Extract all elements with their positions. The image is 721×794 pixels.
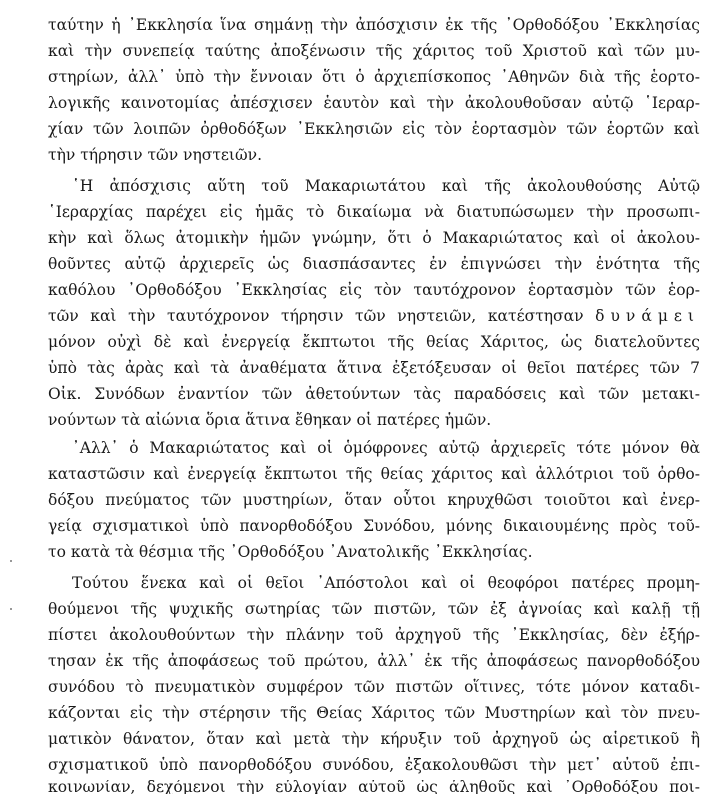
text-line: ᾽Αλλ᾽ ὁ Μακαριώτατος καὶ οἱ ὁμόφρονες αὐτῷ ἀρχιερεῖς τότε μόνον θὰ: [72, 439, 700, 457]
text-line: χίαν τῶν λοιπῶν ὀρθοδόξων ᾽Εκκλησιῶν εἰς τὸν ἑορτασμὸν τῶν ἑορτῶν καὶ: [48, 120, 700, 138]
text-line: λογικῆς καινοτομίας ἀπέσχισεν ἑαυτὸν καὶ τὴν ἀκολουθοῦσαν αὐτῷ ῾Ιεραρ-: [48, 94, 700, 112]
text-line: ὑπὸ τὰς ἀρὰς καὶ τὰ ἀναθέματα ἅτινα ἐξετόξευσαν οἱ θεῖοι πατέρες τῶν 7: [48, 359, 700, 377]
text-line: δόξου πνεύματος τῶν μυστηρίων, ὅταν οὗτοι κηρυχθῶσι τοιοῦτοι καὶ ἐνερ-: [48, 491, 700, 509]
text-line: νούντων τὰ αἰώνια ὅρια ἅτινα ἔθηκαν οἱ πατέρες ἡμῶν.: [48, 411, 492, 429]
scan-speck: [10, 608, 12, 610]
text-line: στηρίων, ἀλλ᾽ ὑπὸ τὴν ἔννοιαν ὅτι ὁ ἀρχιεπίσκοπος ᾽Αθηνῶν διὰ τῆς ἑορτο-: [48, 68, 700, 86]
text-line: θοῦντες αὐτῷ ἀρχιερεῖς ὡς διασπάσαντες ἐν ἐπιγνώσει τὴν ἑνότητα τῆς: [48, 255, 700, 273]
text-line: καὶ τὴν συνεπείᾳ ταύτης ἀποξένωσιν τῆς χάριτος τοῦ Χριστοῦ καὶ τῶν μυ-: [48, 42, 700, 60]
text-line: ταύτην ἡ ᾽Εκκλησία ἵνα σημάνῃ τὴν ἀπόσχισιν ἐκ τῆς ᾽Ορθοδόξου ᾽Εκκλησίας: [48, 16, 700, 34]
text-line: πίστει ἀκολουθούντων τὴν πλάνην τοῦ ἀρχηγοῦ τῆς ᾽Εκκλησίας, δὲν ἐξήρ-: [48, 626, 700, 644]
text-line: σχισματικοῦ ὑπὸ πανορθοδόξου συνόδου, ἐξακολουθῶσι τὴν μετ᾽ αὐτοῦ ἐπι-: [48, 756, 700, 774]
text-line: [48, 305, 700, 327]
text-line: Τούτου ἕνεκα καὶ οἱ θεῖοι ᾽Απόστολοι καὶ οἱ θεοφόροι πατέρες προμη-: [72, 574, 700, 592]
text-line: συνόδου τὸ πνευματικὸν συμφέρον τῶν πιστῶν οἵτινες, τότε μόνον καταδι-: [48, 678, 700, 696]
text-line: το κατὰ τὰ θέσμια τῆς ᾽Ορθοδόξου ᾽Ανατολικῆς ᾽Εκκλησίας.: [48, 543, 533, 561]
scan-speck: [10, 560, 12, 562]
text-line-segment: τῶν καὶ τὴν ταυτόχρονον τήρησιν τῶν νηστειῶν, κατέστησαν: [48, 307, 584, 325]
text-line: κὴν καὶ ὅλως ἀτομικὴν ἡμῶν γνώμην, ὅτι ὁ Μακαριώτατος καὶ οἱ ἀκολου-: [48, 229, 700, 247]
text-line: ῾Η ἀπόσχισις αὕτη τοῦ Μακαριωτάτου καὶ τῆς ἀκολουθούσης Αὐτῷ: [72, 177, 700, 195]
text-line: τὴν τήρησιν τῶν νηστειῶν.: [48, 146, 263, 164]
text-line: καθόλου ᾽Ορθοδόξου ᾽Εκκλησίας εἰς τὸν ταυτόχρονον ἑορτασμὸν τῶν ἑορ-: [48, 281, 700, 299]
text-line: κάζονται εἰς τὴν στέρησιν τῆς Θείας Χάριτος τῶν Μυστηρίων καὶ τὸν πνευ-: [48, 704, 700, 722]
text-line: μόνον οὐχὶ δὲ καὶ ἐνεργείᾳ ἔκπτωτοι τῆς θείας Χάριτος, ὡς διατελοῦντες: [48, 333, 700, 351]
text-line: καταστῶσιν καὶ ἐνεργείᾳ ἔκπτωτοι τῆς θείας χάριτος καὶ ἀλλότριοι τοῦ ὀρθο-: [48, 465, 700, 483]
text-line: θούμενοι τῆς ψυχικῆς σωτηρίας τῶν πιστῶν, τῶν ἐξ ἀγνοίας καὶ καλῇ τῇ: [48, 600, 700, 618]
text-line: ματικὸν θάνατον, ὅταν καὶ μετὰ τὴν κήρυξιν τοῦ ἀρχηγοῦ ὡς αἱρετικοῦ ἢ: [48, 730, 700, 748]
text-line: Οἰκ. Συνόδων ἐναντίον τῶν ἀθετούντων τὰς παραδόσεις καὶ τῶν μετακι-: [48, 385, 700, 403]
text-line: ῾Ιεραρχίας παρέχει εἰς ἡμᾶς τὸ δικαίωμα νὰ διατυπώσωμεν τὴν προσωπι-: [48, 203, 700, 221]
emphasized-word: δυνάμει: [595, 307, 700, 325]
text-line: κοινωνίαν, δεχόμενοι τὴν εὐλογίαν αὐτοῦ ὡς ἀληθοῦς καὶ ᾽Ορθοδόξου ποι-: [48, 780, 700, 794]
text-line: γείᾳ σχισματικοὶ ὑπὸ πανορθοδόξου Συνόδου, μόνης δικαιουμένης πρὸς τοῦ-: [48, 517, 700, 535]
text-line: τησαν ἐκ τῆς ἀποφάσεως τοῦ πρώτου, ἀλλ᾽ ἐκ τῆς ἀποφάσεως πανορθοδόξου: [48, 652, 700, 670]
